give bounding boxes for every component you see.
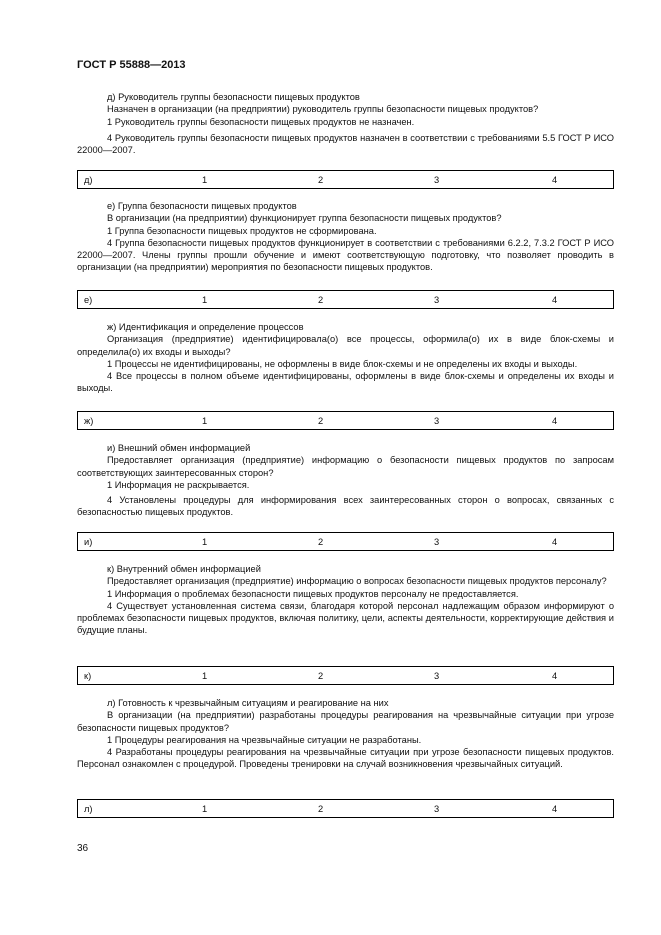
score-row-l [77, 799, 614, 818]
section-l [77, 697, 614, 771]
criterion-level-1: 1 Процессы не идентифицированы, не оформлены в виде блок-схемы и не определены их входы и выходы. [107, 358, 578, 369]
score-option-2: 2 [318, 804, 324, 814]
question-text: В организации (на предприятии) функционирует группа безопасности пищевых продуктов? [107, 213, 502, 224]
section-zh [77, 321, 614, 395]
document-header: ГОСТ Р 55888—2013 [77, 59, 186, 71]
section-heading: ж) Идентификация и определение процессов [107, 322, 304, 332]
score-option-2: 2 [318, 175, 324, 185]
section-heading: и) Внешний обмен информацией [107, 443, 251, 453]
criterion-level-4: 4 Установлены процедуры для информирования всех заинтересованных сторон о вопросах, связанных с безопасностью пищевых продуктов. [77, 495, 614, 518]
score-option-4: 4 [552, 537, 558, 547]
score-option-1: 1 [202, 804, 208, 814]
score-option-4: 4 [552, 804, 558, 814]
score-row-d [77, 170, 614, 189]
criterion-level-4: 4 Руководитель группы безопасности пищевых продуктов назначен в соответствии с требованиями 5.5 ГОСТ Р ИСО 22000—2007. [77, 132, 614, 156]
criterion-level-1: 1 Руководитель группы безопасности пищевых продуктов не назначен. [107, 116, 415, 127]
score-option-3: 3 [434, 175, 440, 185]
score-row-e [77, 290, 614, 309]
criterion-level-4: 4 Группа безопасности пищевых продуктов функционирует в соответствии с требованиями 6.2.2, 7.3.2 ГОСТ Р ИСО 22000—2007. Члены группы прошли обучение и имеют соответствующую подготовку, что позволяет проводить в организации (на предприятии) мероприятия по безопасности пищевых продуктов. [77, 237, 614, 273]
score-option-4: 4 [552, 671, 558, 681]
question-text: Назначен в организации (на предприятии) руководитель группы безопасности пищевых продуктов? [107, 104, 539, 115]
score-option-1: 1 [202, 295, 208, 305]
section-heading: е) Группа безопасности пищевых продуктов [107, 201, 297, 211]
criterion-level-4: 4 Существует установленная система связи, благодаря которой персонал надлежащим образом информируют о проблемах безопасности пищевых продуктов, включая политику, цели, аспекты деятельности, корректирующие действия и будущие планы. [77, 600, 614, 636]
section-heading: д) Руководитель группы безопасности пищевых продуктов [107, 92, 360, 102]
score-option-4: 4 [552, 175, 558, 185]
question-text: Предоставляет организация (предприятие) информацию о безопасности пищевых продуктов по запросам соответствующих заинтересованных сторон? [77, 455, 614, 478]
score-option-3: 3 [434, 416, 440, 426]
section-i [77, 442, 614, 519]
section-heading: л) Готовность к чрезвычайным ситуациям и реагирование на них [107, 698, 389, 708]
score-row-label: ж) [84, 416, 94, 426]
criterion-level-4: 4 Все процессы в полном объеме идентифицированы, оформлены в виде блок-схемы и определены их входы и выходы. [77, 371, 614, 394]
criterion-level-1: 1 Информация не раскрывается. [107, 479, 250, 490]
score-row-label: д) [84, 175, 93, 185]
score-option-2: 2 [318, 537, 324, 547]
score-option-3: 3 [434, 671, 440, 681]
question-text: Организация (предприятие) идентифицировала(о) все процессы, оформила(о) их в виде блок-схемы и определила(о) их входы и выходы? [77, 334, 614, 357]
score-option-3: 3 [434, 295, 440, 305]
score-option-4: 4 [552, 295, 558, 305]
section-k [77, 563, 614, 637]
score-row-label: к) [84, 671, 92, 681]
criterion-level-1: 1 Информация о проблемах безопасности пищевых продуктов персоналу не предоставляется. [107, 588, 519, 599]
page-number: 36 [77, 843, 89, 854]
section-heading: к) Внутренний обмен информацией [107, 564, 261, 574]
score-option-1: 1 [202, 416, 208, 426]
score-row-label: е) [84, 295, 93, 305]
criterion-level-4: 4 Разработаны процедуры реагирования на чрезвычайные ситуации при угрозе безопасности пищевых продуктов. Персонал ознакомлен с процедурой. Проведены тренировки на случай возникновения чрезвычайных ситуаций. [77, 747, 614, 770]
score-row-k [77, 666, 614, 685]
score-row-zh [77, 411, 614, 430]
score-option-2: 2 [318, 295, 324, 305]
section-d [77, 91, 614, 156]
score-option-2: 2 [318, 671, 324, 681]
score-row-i [77, 532, 614, 551]
question-text: Предоставляет организация (предприятие) информацию о вопросах безопасности пищевых продуктов персоналу? [107, 576, 607, 587]
score-option-4: 4 [552, 416, 558, 426]
criterion-level-1: 1 Процедуры реагирования на чрезвычайные ситуации не разработаны. [107, 734, 422, 745]
score-row-label: л) [84, 804, 93, 814]
score-row-label: и) [84, 537, 93, 547]
score-option-1: 1 [202, 671, 208, 681]
score-option-3: 3 [434, 537, 440, 547]
criterion-level-1: 1 Группа безопасности пищевых продуктов не сформирована. [107, 225, 377, 236]
score-option-1: 1 [202, 537, 208, 547]
question-text: В организации (на предприятии) разработаны процедуры реагирования на чрезвычайные ситуации при угрозе безопасности пищевых продуктов? [77, 710, 614, 733]
section-e [77, 200, 614, 274]
score-option-1: 1 [202, 175, 208, 185]
score-option-3: 3 [434, 804, 440, 814]
score-option-2: 2 [318, 416, 324, 426]
